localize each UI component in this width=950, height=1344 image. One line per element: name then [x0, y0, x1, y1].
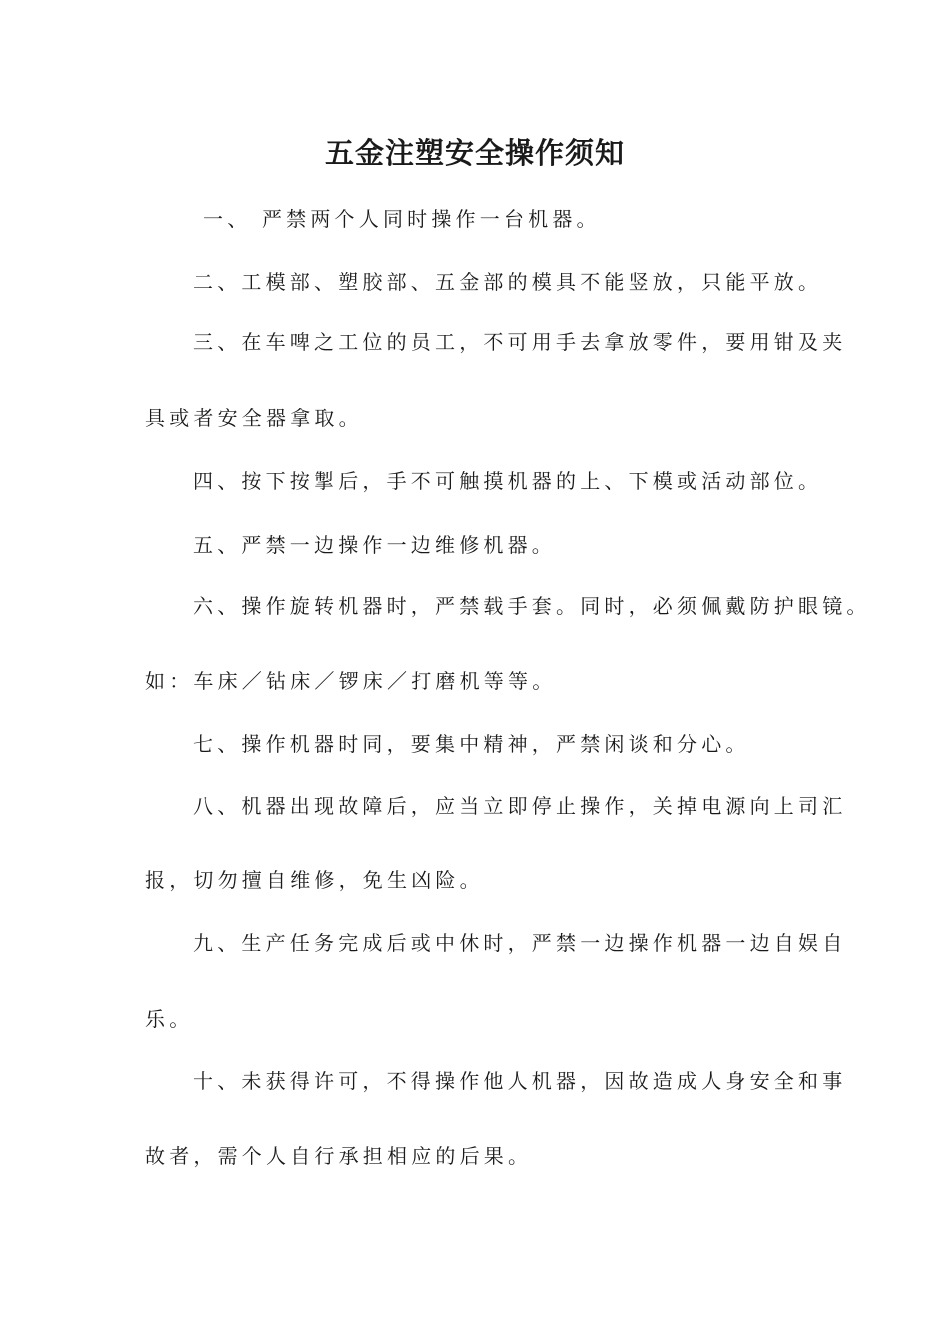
- rule-3-line-2: 具或者安全器拿取。: [145, 406, 363, 430]
- rule-4-line-1: 四、按下按掣后，手不可触摸机器的上、下模或活动部位。: [193, 469, 823, 493]
- rule-1-line-1: 一、 严禁两个人同时操作一台机器。: [203, 207, 601, 231]
- rule-6-line-2: 如：车床／钻床／锣床／打磨机等等。: [145, 669, 557, 693]
- rule-5-line-1: 五、严禁一边操作一边维修机器。: [193, 533, 556, 557]
- rule-9-line-1: 九、生产任务完成后或中休时，严禁一边操作机器一边自娱自: [193, 931, 847, 955]
- rule-6-line-1: 六、操作旋转机器时，严禁载手套。同时，必须佩戴防护眼镜。: [193, 594, 871, 618]
- rule-8-line-1: 八、机器出现故障后，应当立即停止操作，关掉电源向上司汇: [193, 794, 847, 818]
- rule-9-line-2: 乐。: [145, 1007, 194, 1031]
- rule-8-line-2: 报，切勿擅自维修，免生凶险。: [145, 868, 484, 892]
- rule-7-line-1: 七、操作机器时同，要集中精神，严禁闲谈和分心。: [193, 732, 750, 756]
- rule-3-line-1: 三、在车啤之工位的员工，不可用手去拿放零件，要用钳及夹: [193, 330, 847, 354]
- rule-10-line-2: 故者，需个人自行承担相应的后果。: [145, 1144, 533, 1168]
- document-title: 五金注塑安全操作须知: [324, 136, 625, 170]
- rule-10-line-1: 十、未获得许可，不得操作他人机器，因故造成人身安全和事: [193, 1069, 847, 1093]
- rule-2-line-1: 二、工模部、塑胶部、五金部的模具不能竖放，只能平放。: [193, 270, 823, 294]
